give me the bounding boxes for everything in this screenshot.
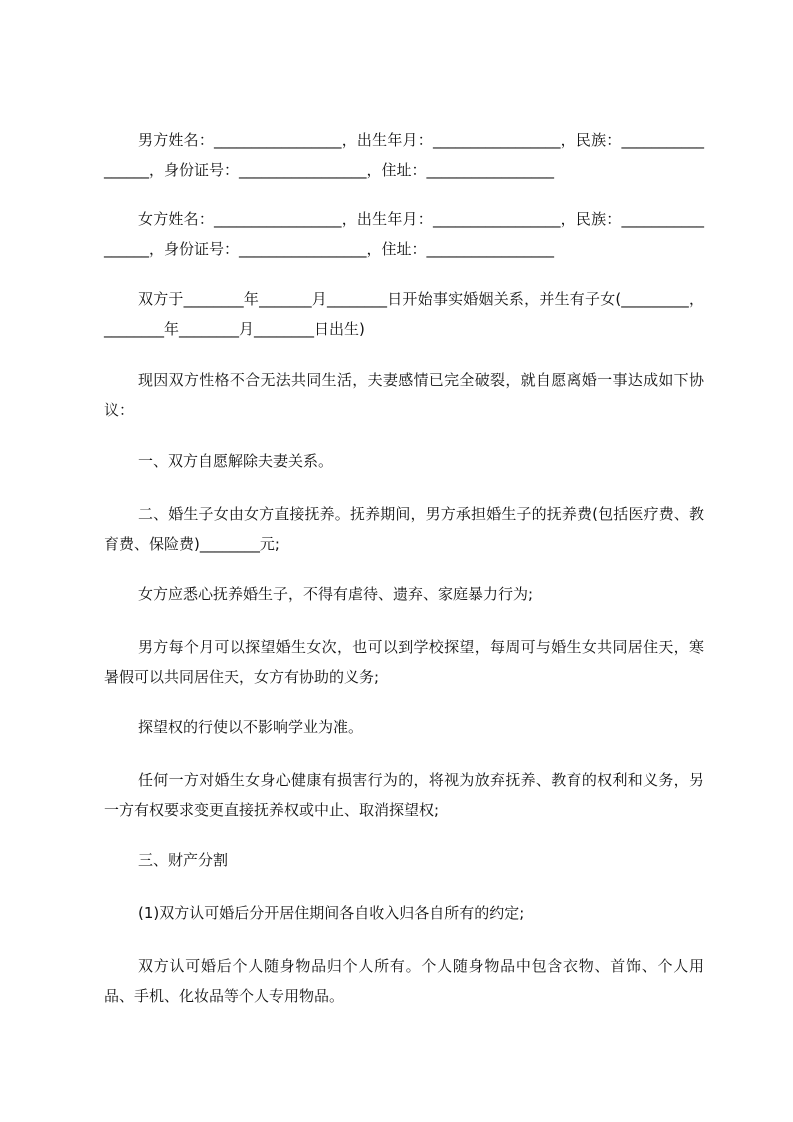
female-party-info: 女方姓名：_________________，出生年月：_________________，民族：_________________，身份证号：_________________，住址：_________________ xyxy=(104,210,704,258)
clause-1: 一、双方自愿解除夫妻关系。 xyxy=(138,452,334,470)
male-party-info: 男方姓名：_________________，出生年月：_________________，民族：_________________，身份证号：_________________，住址：_________________ xyxy=(104,131,704,179)
clause-2-custody-duty: 女方应悉心抚养婚生子，不得有虐待、遗弃、家庭暴力行为; xyxy=(138,585,534,603)
clause-2: 二、婚生子女由女方直接抚养。抚养期间，男方承担婚生子的抚养费(包括医疗费、教育费、保险费)________元; xyxy=(104,505,704,553)
clause-3-item-1: (1)双方认可婚后分开居住期间各自收入归各自所有的约定; xyxy=(138,904,525,922)
divorce-reason: 现因双方性格不合无法共同生活，夫妻感情已完全破裂，就自愿离婚一事达成如下协议： xyxy=(104,371,704,419)
marriage-relationship-info: 双方于________年_______月________日开始事实婚姻关系，并生有子女(_________，________年________月________日出生) xyxy=(104,290,704,338)
clause-3-heading: 三、财产分割 xyxy=(138,851,229,869)
clause-2-visitation: 男方每个月可以探望婚生女次，也可以到学校探望，每周可与婚生女共同居住天，寒暑假可以共同居住天，女方有协助的义务; xyxy=(104,638,704,686)
clause-2-visitation-limit: 探望权的行使以不影响学业为准。 xyxy=(138,718,364,736)
clause-2-harm-provision: 任何一方对婚生女身心健康有损害行为的，将视为放弃抚养、教育的权利和义务，另一方有权要求变更直接抚养权或中止、取消探望权; xyxy=(104,771,704,819)
clause-3-personal-items: 双方认可婚后个人随身物品归个人所有。个人随身物品中包含衣物、首饰、个人用品、手机、化妆品等个人专用物品。 xyxy=(104,957,704,1005)
